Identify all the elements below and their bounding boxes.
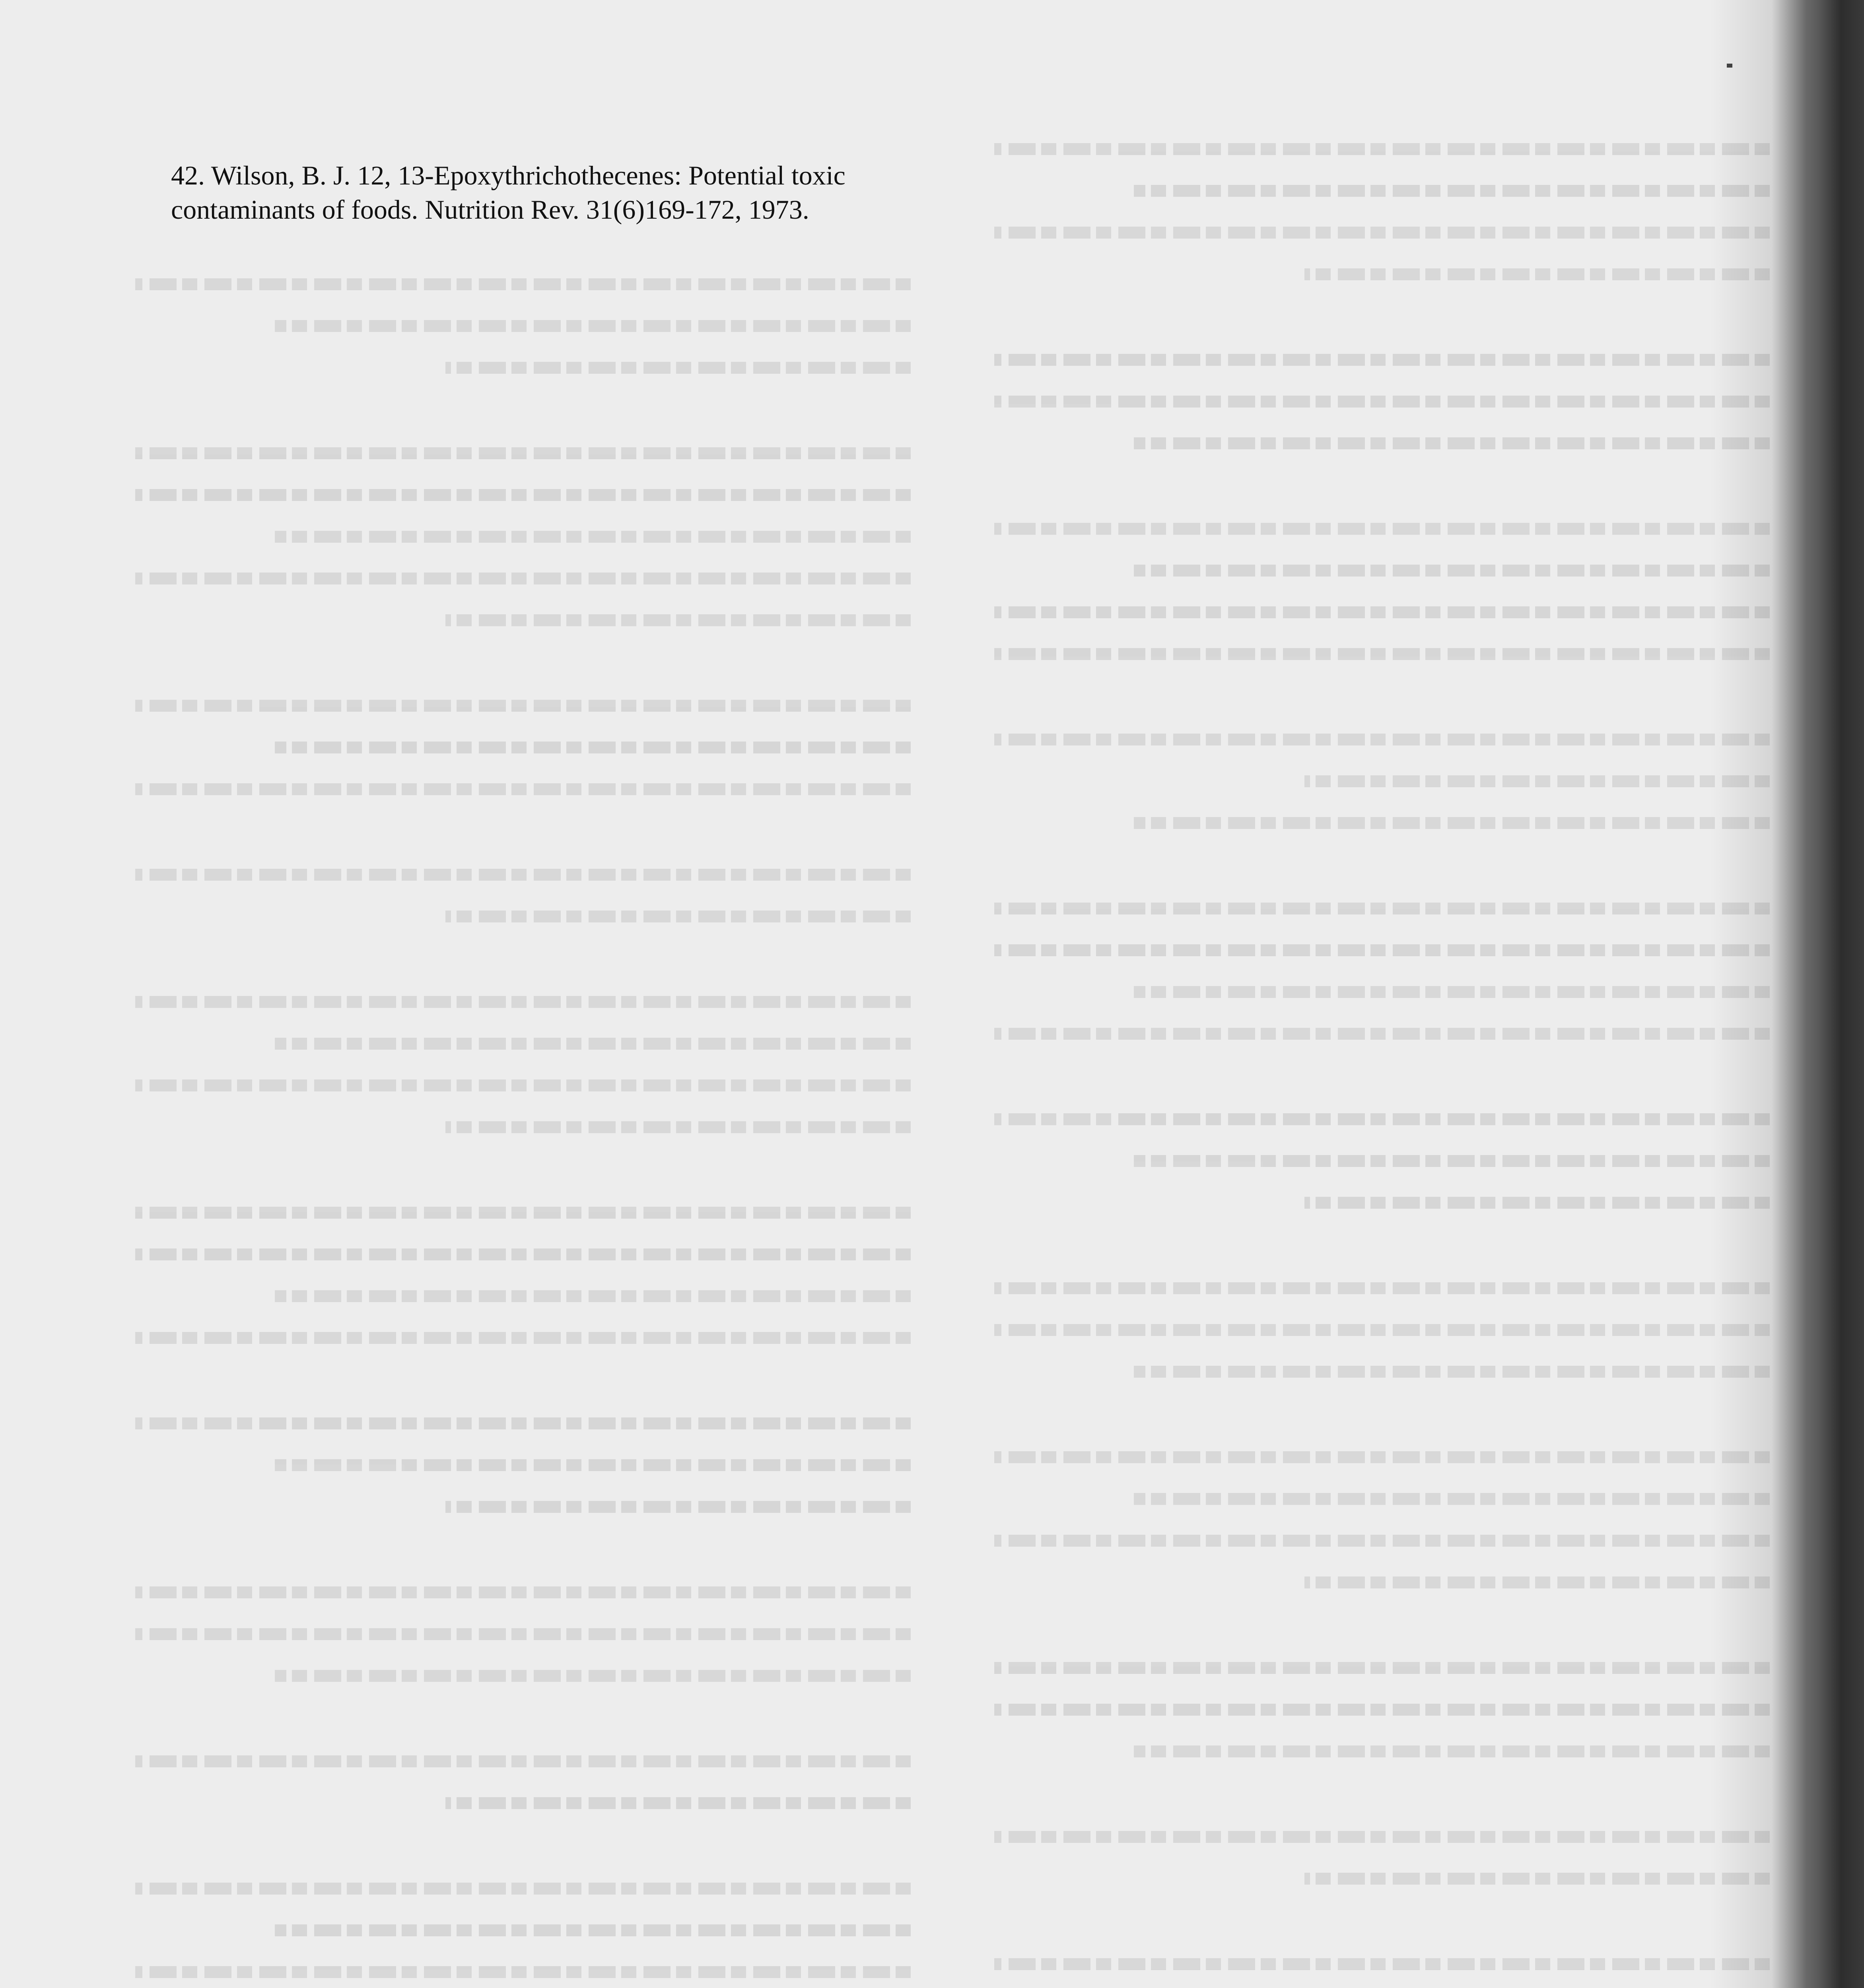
reverse-side-bleed-right [994,143,1770,1988]
reverse-side-bleed-left [135,278,911,1988]
reference-entry-42: 42. Wilson, B. J. 12, 13-Epoxythrichothecenes: Potential toxic contaminants of foods. Nutrition Rev. 31(6)169-172, 1973. [171,160,846,225]
book-binding-shadow [1710,0,1864,1988]
